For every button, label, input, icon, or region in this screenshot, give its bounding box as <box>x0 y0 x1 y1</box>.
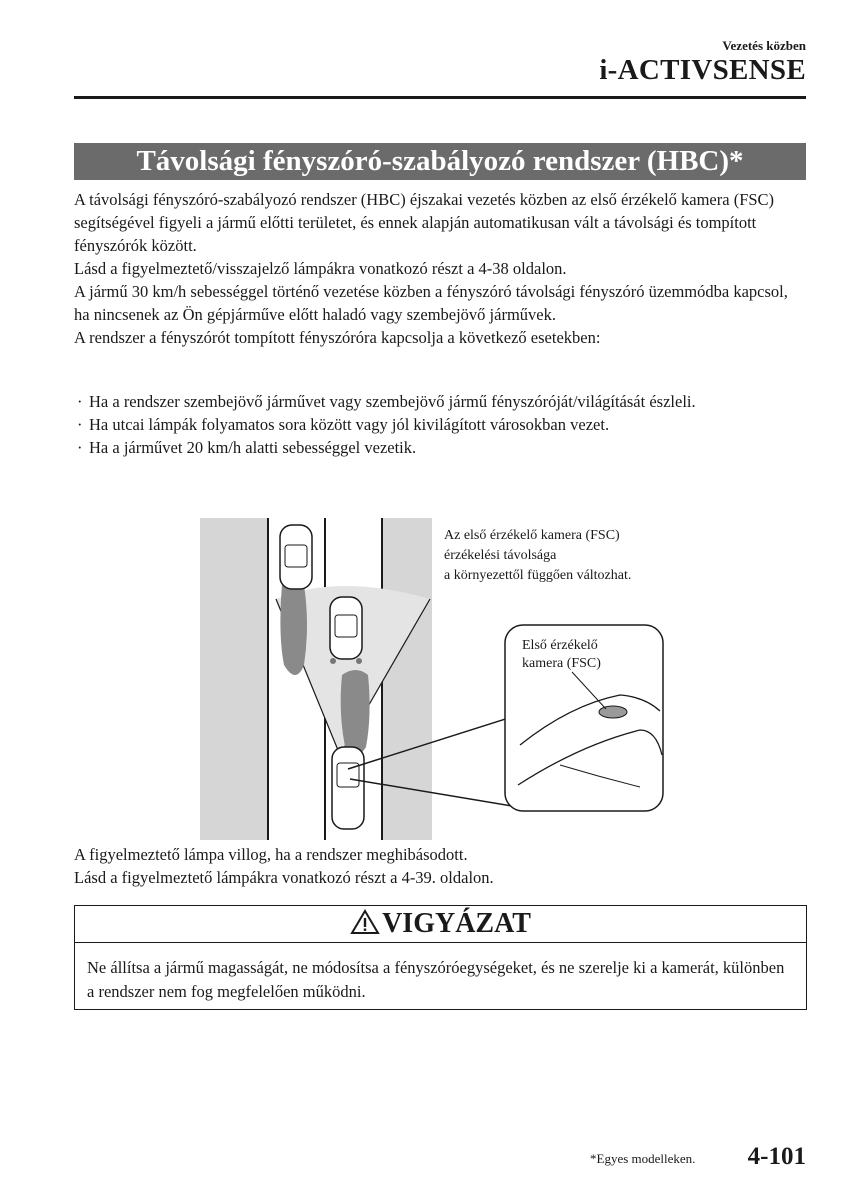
bullet-mark: · <box>77 415 83 434</box>
list-item <box>74 390 806 413</box>
chapter-title: i-ACTIVSENSE <box>599 54 806 86</box>
caption-line: kamera (FSC) <box>522 656 601 671</box>
after-text <box>74 843 806 889</box>
paragraph: A figyelmeztető lámpa villog, ha a rendszer meghibásodott. <box>74 845 468 864</box>
caution-text: Ne állítsa a jármű magasságát, ne módosítsa a fényszóróegységeket, és ne szerelje ki a kamerát, különben a rendszer nem fog megfelelően működni. <box>87 958 785 1001</box>
list-item <box>74 413 806 436</box>
bullet-mark: · <box>77 438 83 457</box>
own-car <box>332 747 364 829</box>
paragraph: A jármű 30 km/h sebességgel történő vezetése közben a fényszóró távolsági fényszóró üzemmódba kapcsol, ha nincsenek az Ön gépjárműve előtt haladó vagy szembejövő járművek. <box>74 282 788 324</box>
preceding-car <box>330 597 362 664</box>
camera-icon <box>599 706 627 718</box>
bullet-mark: · <box>77 392 83 411</box>
caution-title: VIGYÁZAT <box>382 908 531 939</box>
caption-line: a környezettől függően változhat. <box>444 568 632 583</box>
page-number: 4-101 <box>747 1143 806 1170</box>
caption-line: érzékelési távolsága <box>444 548 557 563</box>
caption-line: Első érzékelő <box>522 638 598 653</box>
camera-caption <box>522 637 601 673</box>
intro-text <box>74 188 806 349</box>
list-item-text: Ha a járművet 20 km/h alatti sebességgel vezetik. <box>89 438 417 457</box>
list-item-text: Ha utcai lámpák folyamatos sora között vagy jól kivilágított városokban vezet. <box>89 415 610 434</box>
paragraph: A távolsági fényszóró-szabályozó rendszer (HBC) éjszakai vezetés közben az első érzékelő kamera (FSC) segítségével figyeli a jármű előtti területet, és ennek alapján automatikusan vált a távolsági és tompított fényszórók között. <box>74 190 775 255</box>
caution-box <box>74 905 807 1010</box>
oncoming-car <box>280 525 312 589</box>
paragraph: A rendszer a fényszórót tompított fényszóróra kapcsolja a következő esetekben: <box>74 328 601 347</box>
paragraph: Lásd a figyelmeztető/visszajelző lámpákra vonatkozó részt a 4-38 oldalon. <box>74 259 567 278</box>
warning-triangle-icon <box>350 909 380 935</box>
list-item-text: Ha a rendszer szembejövő járművet vagy szembejövő jármű fényszóróját/világítását észleli. <box>89 392 696 411</box>
paragraph: Lásd a figyelmeztető lámpákra vonatkozó részt a 4-39. oldalon. <box>74 868 494 887</box>
footnote: *Egyes modelleken. <box>590 1151 696 1166</box>
caution-header <box>75 906 806 943</box>
section-label: Vezetés közben <box>722 38 806 53</box>
list-item <box>74 436 806 459</box>
page-title: Távolsági fényszóró-szabályozó rendszer (HBC)* <box>74 143 806 180</box>
header-rule <box>74 96 806 99</box>
range-caption <box>444 526 631 586</box>
bullet-list <box>74 390 806 459</box>
caption-line: Az első érzékelő kamera (FSC) <box>444 528 620 543</box>
